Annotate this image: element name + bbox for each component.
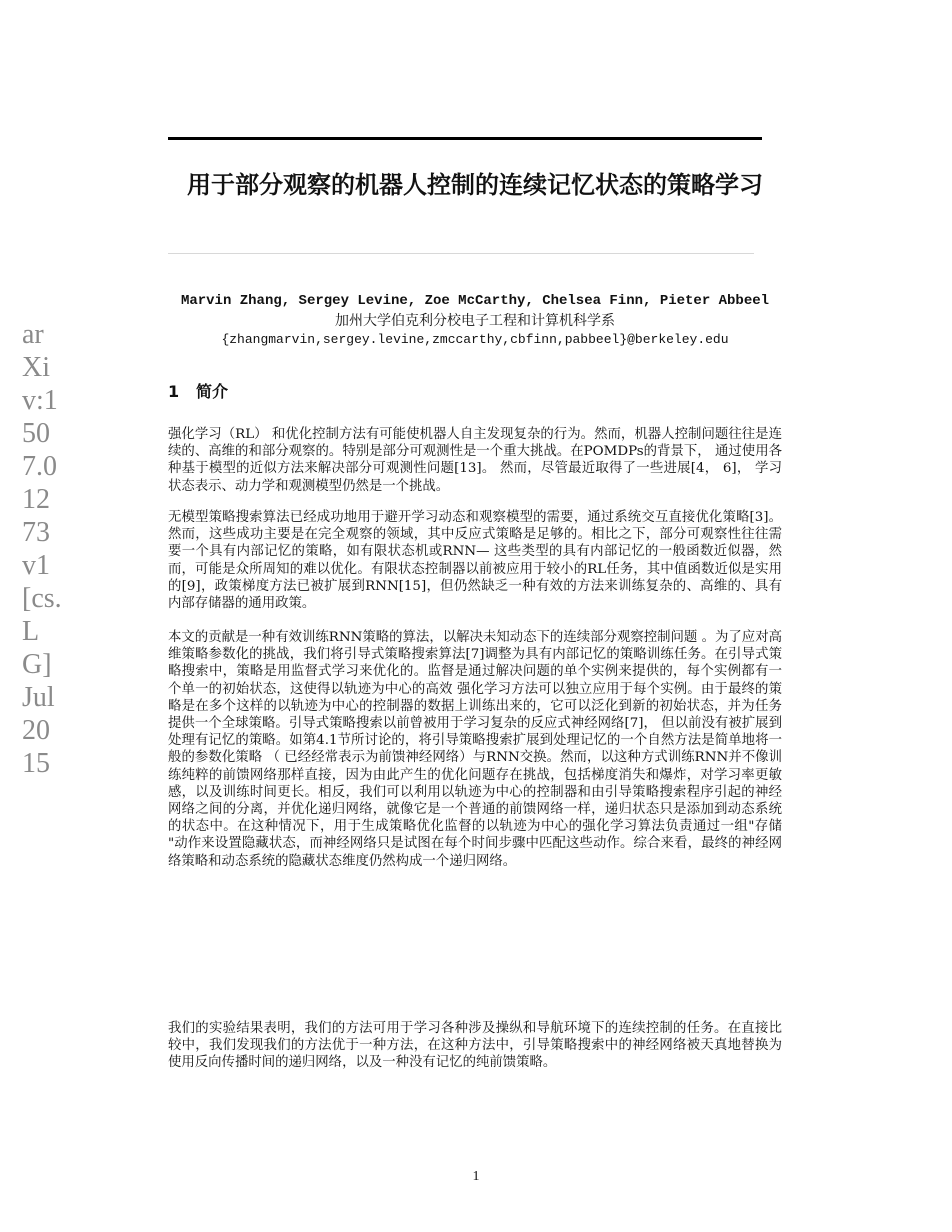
paragraph-4: 我们的实验结果表明，我们的方法可用于学习各种涉及操纵和导航环境下的连续控制的任务。在直接比较中，我们发现我们的方法优于一种方法，在这种方法中，引导策略搜索中的神经网络被天真地替换为使用反向传播时间的递归网络，以及一种没有记忆的纯前馈策略。 [168,1021,782,1071]
paragraph-1: 强化学习（RL） 和优化控制方法有可能使机器人自主发现复杂的行为。然而，机器人控制问题往往是连续的、高维的和部分观察的。特别是部分可观测性是一个重大挑战。在POMDPs的背景下， 通过使用各种基于模型的近似方法来解决部分可观测性问题[13]。 然而，尽管最近取得了一些进展[4， 6]， 学习状态表示、动力学和观测模型仍然是一个挑战。 [168,427,782,494]
section-heading [168,381,228,403]
section-number: 1 [168,382,180,401]
affiliation: 加州大学伯克利分校电子工程和计算机科学系 [335,313,615,329]
paragraph-2: 无模型策略搜索算法已经成功地用于避开学习动态和观察模型的需要，通过系统交互直接优化策略[3]。然而，这些成功主要是在完全观察的领域，其中反应式策略是足够的。相比之下，部分可观察性往往需要一个具有内部记忆的策略，如有限状态机或RNN— 这些类型的具有内部记忆的一般函数近似器，然而，可能是众所周知的难以优化。有限状态控制器以前被应用于较小的RL任务，其中值函数近似是实用的[9]，政策梯度方法已被扩展到RNN[15]，但仍然缺乏一种有效的方法来训练复杂的、高维的、具有内部存储器的通用政策。 [168,510,782,612]
page-number: 1 [472,1169,480,1184]
paper-title: 用于部分观察的机器人控制的连续记忆状态的策略学习 [187,171,763,199]
author-list: Marvin Zhang, Sergey Levine, Zoe McCarthy, Chelsea Finn, Pieter Abbeel [180,293,770,309]
top-rule [168,137,762,140]
paragraph-3: 本文的贡献是一种有效训练RNN策略的算法，以解决未知动态下的连续部分观察控制问题 。为了应对高维策略参数化的挑战，我们将引导式策略搜索算法[7]调整为具有内部记忆的策略训练任务。在引导式策略搜索中，策略是用监督式学习来优化的。监督是通过解决问题的单个实例来提供的，每个实例都有一个单一的初始状态，这使得以轨迹为中心的高效 强化学习方法可以独立应用于每个实例。由于最终的策略是在多个这样的以轨迹为中心的控制器的数据上训练出来的，它可以泛化到新的初始状态，并为任务提供一个全球策略。引导式策略搜索以前曾被用于学习复杂的反应式神经网络[7]， 但以前没有被扩展到处理有记忆的策略。如第4.1节所讨论的，将引导策略搜索扩展到处理记忆的一个自然方法是简单地将一般的参数化策略 （ 已经经常表示为前馈神经网络）与RNN交换。然而，以这种方式训练RNN并不像训练纯粹的前馈网络那样直接，因为由此产生的优化问题存在挑战，包括梯度消失和爆炸，对学习率更敏感，以及训练时间更长。相反，我们可以利用以轨迹为中心的控制器和由引导策略搜索程序引起的神经网络之间的分离，并优化递归网络，就像它是一个普通的前馈网络一样，递归状态只是添加到动态系统的状态中。在这种情况下，用于生成策略优化监督的以轨迹为中心的强化学习算法负责通过一组"存储 "动作来设置隐藏状态，而神经网络只是试图在每个时间步骤中匹配这些动作。综合来看，最终的神经网络策略和动态系统的隐藏状态维度仍然构成一个递归网络。 [168,630,782,869]
author-emails: {zhangmarvin,sergey.levine,zmccarthy,cbfinn,pabbeel}@berkeley.edu [221,332,729,347]
section-title: 简介 [196,382,229,401]
title-divider [168,253,754,254]
arxiv-stamp: arXiv:1507.01273v1 [cs.LG] Jul 2015 [22,319,62,779]
